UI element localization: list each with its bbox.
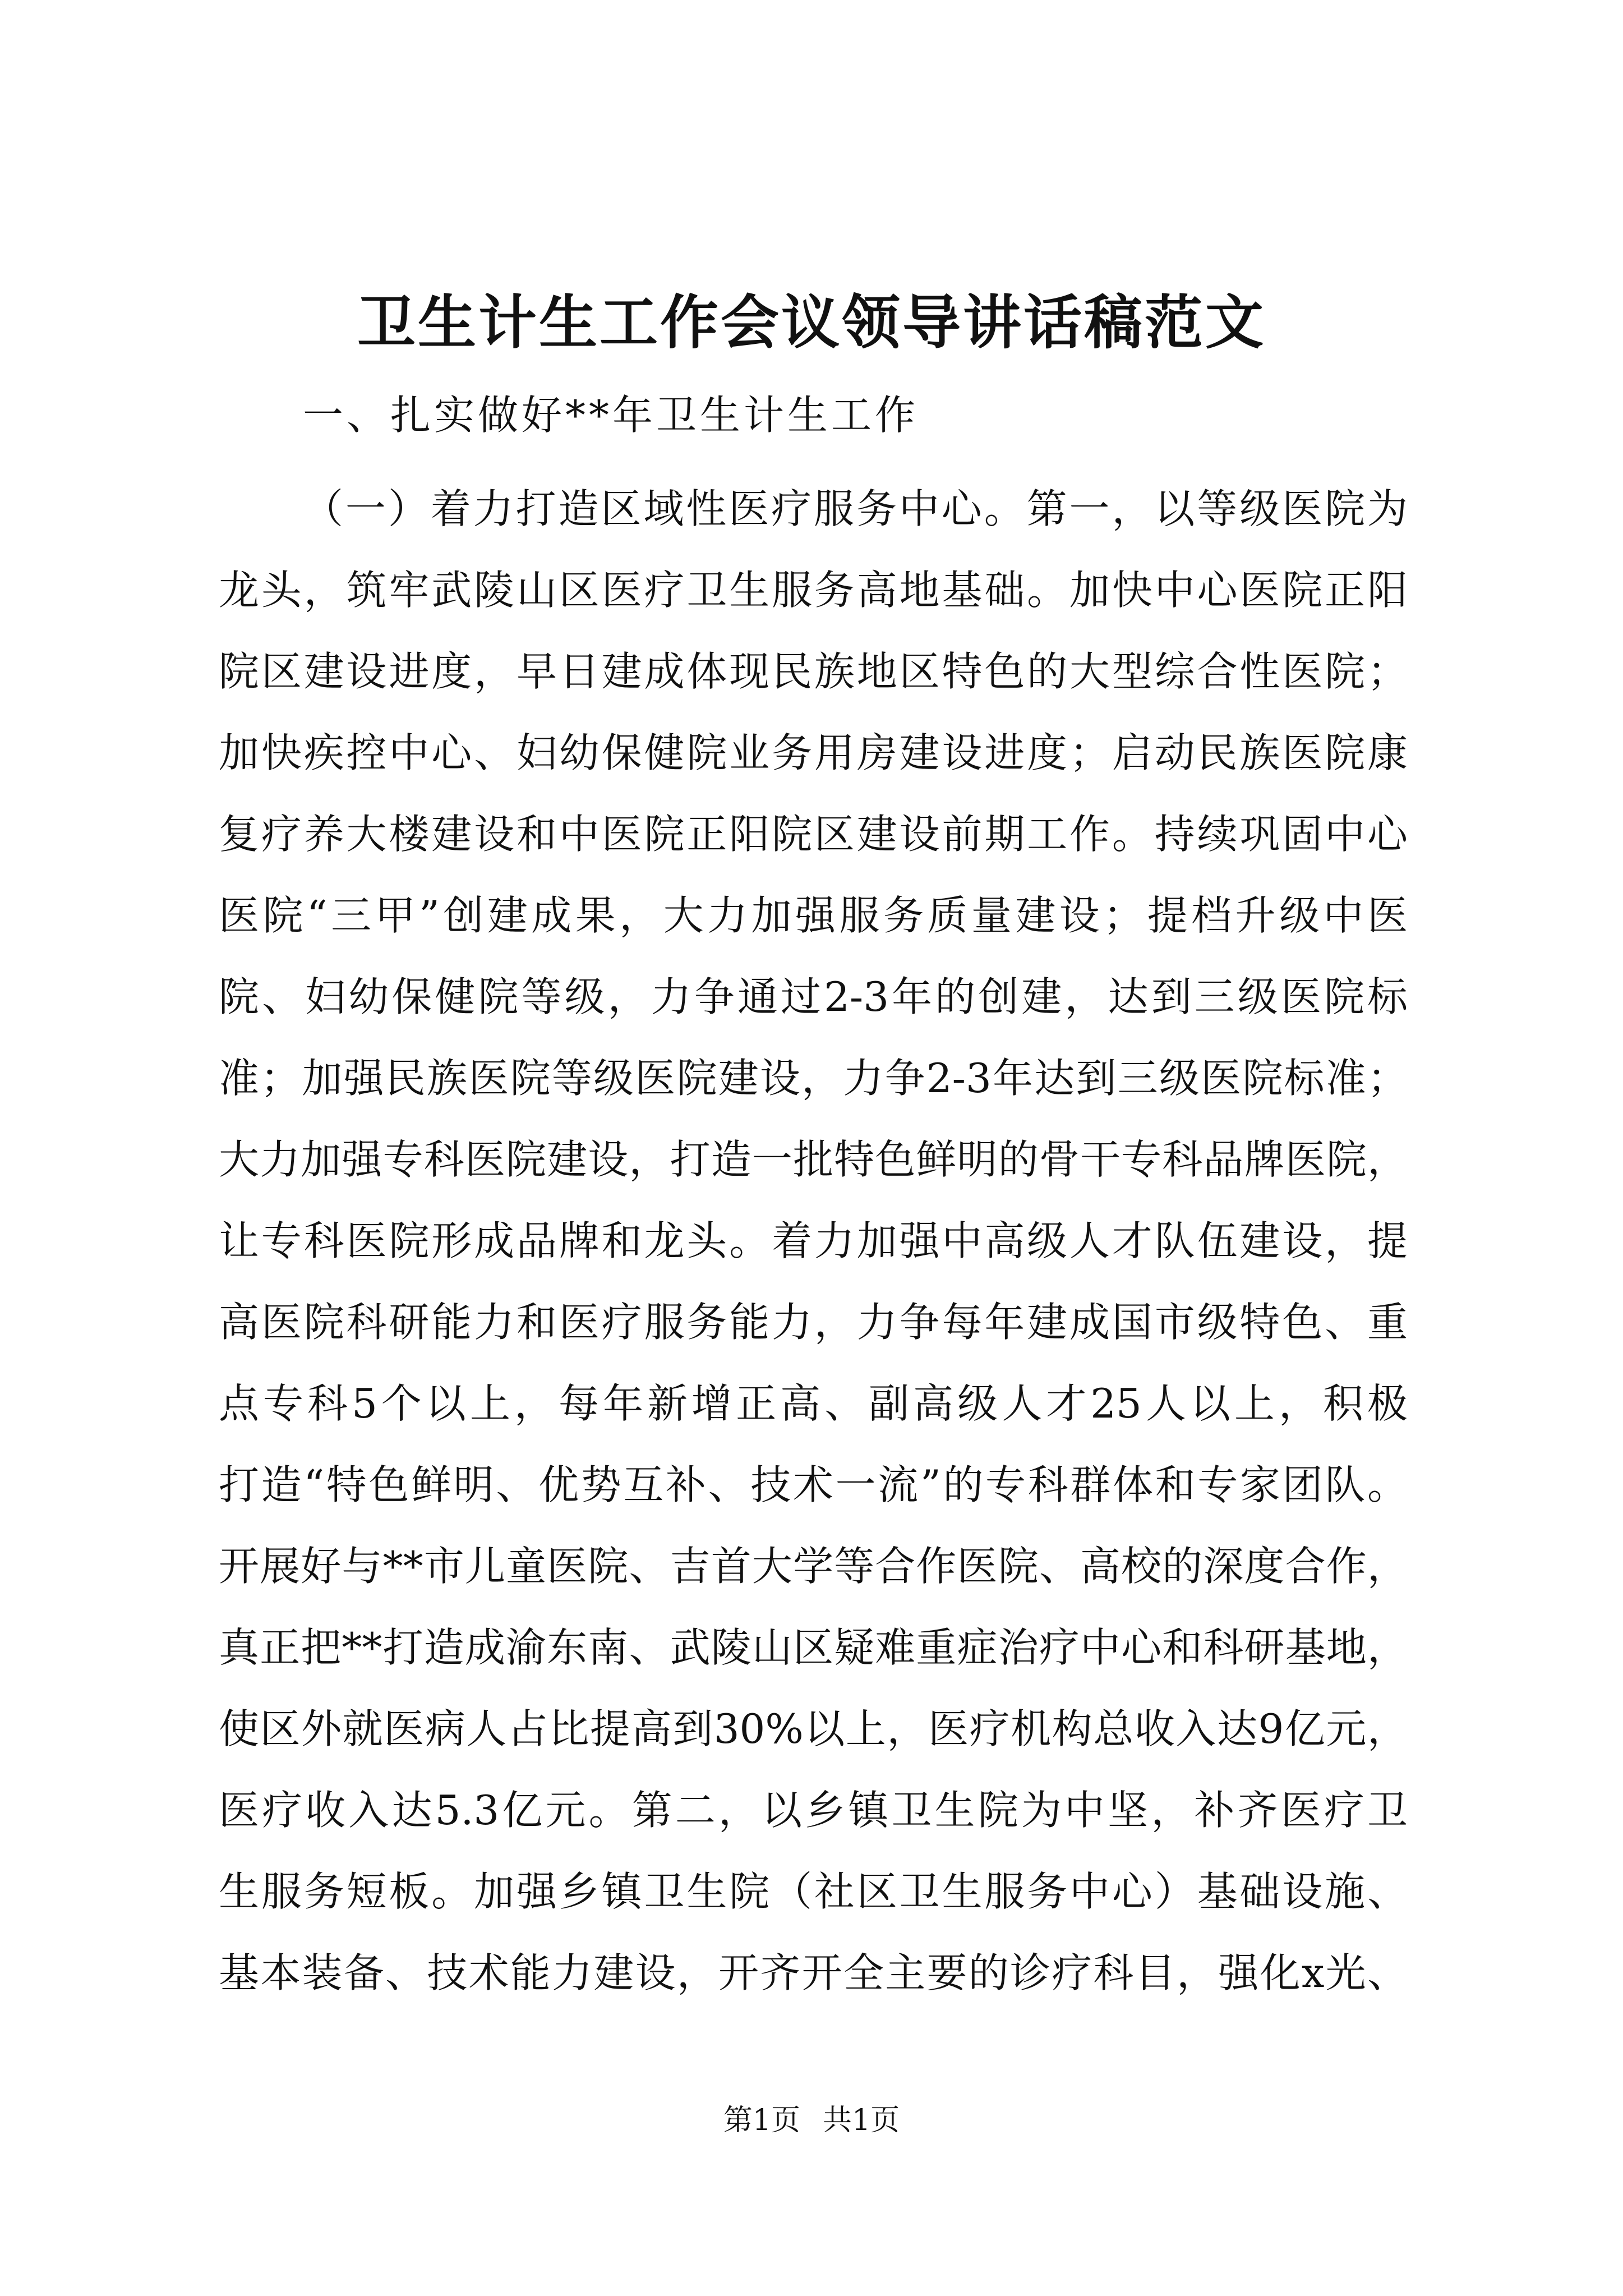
page-total: 共1页 (823, 2104, 900, 2137)
body-line: 医疗收入达5.3亿元。第二，以乡镇卫生院为中坚，补齐医疗卫 (219, 1787, 1408, 1834)
body-line: 加快疾控中心、妇幼保健院业务用房建设进度；启动民族医院康 (219, 729, 1408, 776)
body-line: 院、妇幼保健院等级，力争通过2-3年的创建，达到三级医院标 (219, 973, 1408, 1020)
body-line: 基本装备、技术能力建设，开齐开全主要的诊疗科目，强化x光、 (219, 1949, 1408, 1996)
body-line: 院区建设进度，早日建成体现民族地区特色的大型综合性医院； (219, 648, 1408, 695)
body-line: （一）着力打造区域性医疗服务中心。第一，以等级医院为 (303, 485, 1408, 532)
body-line: 高医院科研能力和医疗服务能力，力争每年建成国市级特色、重 (219, 1299, 1408, 1346)
body-line: 使区外就医病人占比提高到30%以上，医疗机构总收入达9亿元， (219, 1705, 1408, 1752)
body-line: 生服务短板。加强乡镇卫生院（社区卫生服务中心）基础设施、 (219, 1868, 1408, 1915)
document-title: 卫生计生工作会议领导讲话稿范文 (357, 288, 1266, 357)
body-line: 开展好与**市儿童医院、吉首大学等合作医院、高校的深度合作， (219, 1543, 1408, 1590)
section-heading: 一、扎实做好**年卫生计生工作 (303, 392, 919, 439)
body-line: 点专科5个以上，每年新增正高、副高级人才25人以上，积极 (219, 1380, 1408, 1427)
body-line: 打造“特色鲜明、优势互补、技术一流”的专科群体和专家团队。 (219, 1461, 1408, 1508)
body-line: 准；加强民族医院等级医院建设，力争2-3年达到三级医院标准； (219, 1055, 1408, 1102)
body-line: 让专科医院形成品牌和龙头。着力加强中高级人才队伍建设，提 (219, 1217, 1408, 1264)
body-paragraph (219, 468, 1408, 2014)
page-footer (0, 2101, 1623, 2140)
body-line: 龙头，筑牢武陵山区医疗卫生服务高地基础。加快中心医院正阳 (219, 567, 1408, 614)
body-line: 复疗养大楼建设和中医院正阳院区建设前期工作。持续巩固中心 (219, 811, 1408, 858)
page-number: 第1页 (723, 2104, 800, 2137)
body-line: 真正把**打造成渝东南、武陵山区疑难重症治疗中心和科研基地， (219, 1624, 1408, 1671)
body-line: 大力加强专科医院建设，打造一批特色鲜明的骨干专科品牌医院， (219, 1136, 1408, 1183)
body-line: 医院“三甲”创建成果，大力加强服务质量建设；提档升级中医 (219, 892, 1408, 939)
